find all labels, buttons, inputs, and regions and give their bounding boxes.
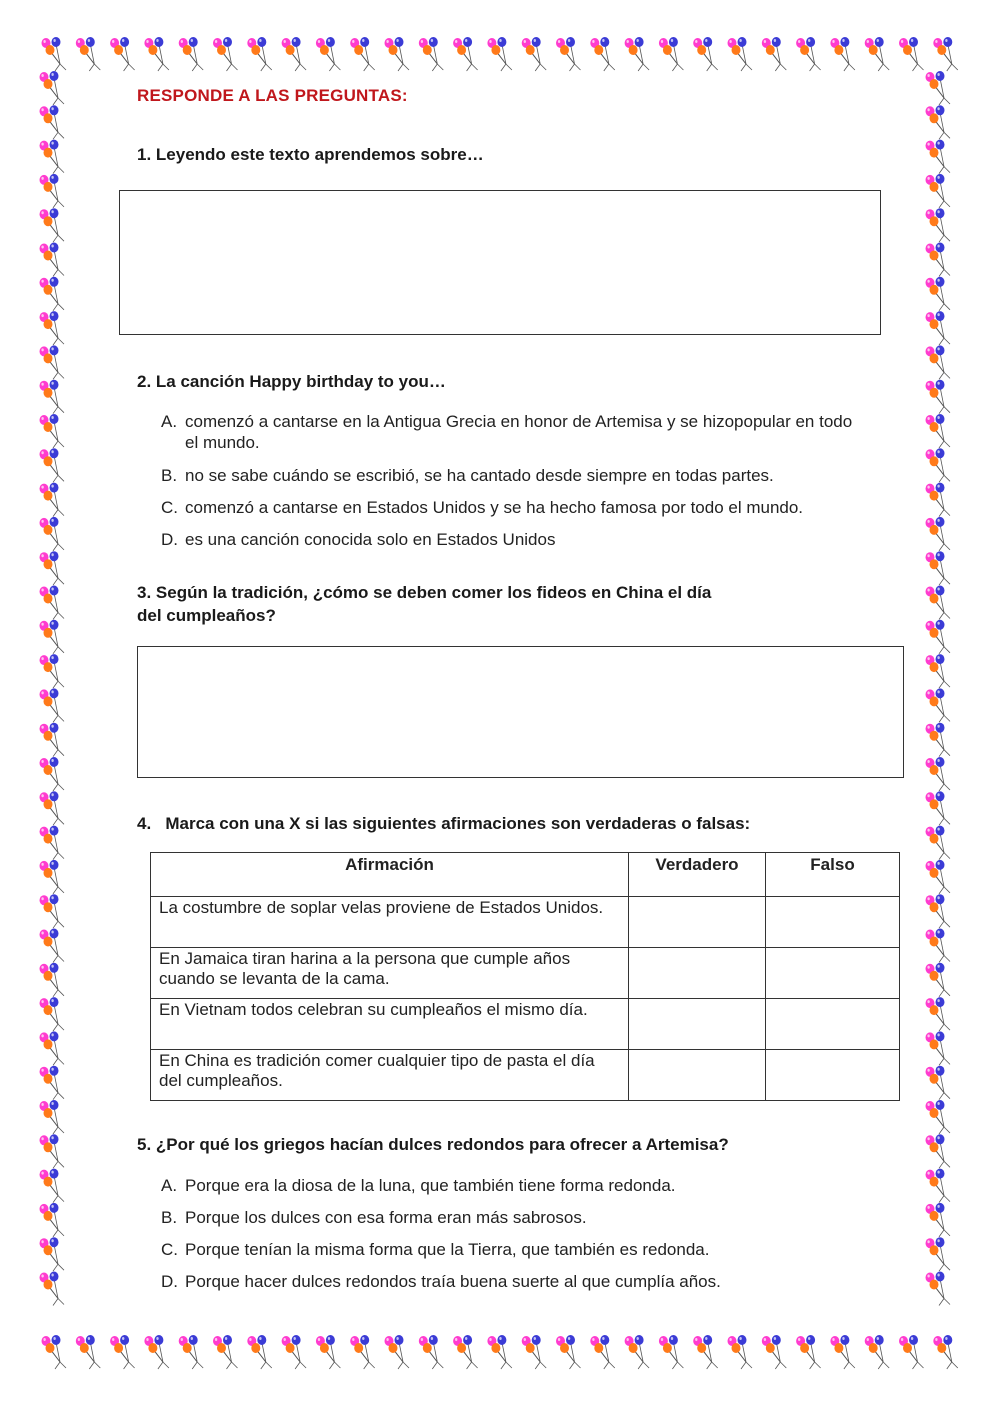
balloon-icon xyxy=(40,380,65,414)
balloon-icon xyxy=(213,37,238,71)
balloon-icon xyxy=(247,37,271,71)
balloon-icon xyxy=(830,37,855,71)
balloon-icon xyxy=(556,37,581,71)
balloon-icon xyxy=(796,1335,821,1369)
balloon-icon xyxy=(40,1100,65,1134)
balloon-icon xyxy=(659,1335,684,1369)
balloon-icon xyxy=(40,517,65,551)
balloon-icon xyxy=(40,688,65,722)
question-4: 4. Marca con una X si las siguientes afirmaciones son verdaderas o falsas: xyxy=(137,814,751,833)
balloon-icon xyxy=(453,37,478,71)
balloon-icon xyxy=(926,826,951,860)
balloon-icon xyxy=(40,620,65,654)
balloon-icon xyxy=(926,414,951,448)
balloon-icon xyxy=(179,1335,204,1369)
option-letter: C. xyxy=(161,1240,178,1259)
balloon-icon xyxy=(40,71,65,105)
balloon-icon xyxy=(40,1066,65,1100)
statement-cell: En Vietnam todos celebran su cumpleaños el mismo día. xyxy=(151,999,629,1050)
balloon-icon xyxy=(453,1335,478,1369)
balloon-icon xyxy=(40,208,65,242)
balloon-icon xyxy=(926,688,951,722)
balloon-icon xyxy=(926,791,951,825)
question-2: 2. La canción Happy birthday to you… xyxy=(137,372,446,391)
balloon-icon xyxy=(40,1134,65,1168)
balloon-icon xyxy=(625,1335,650,1369)
balloon-icon xyxy=(933,1335,958,1369)
option-5b[interactable] xyxy=(161,1207,881,1228)
question-3 xyxy=(137,581,711,627)
balloon-icon xyxy=(179,37,204,71)
balloon-icon xyxy=(282,37,307,71)
balloon-icon xyxy=(556,1335,581,1369)
table-row xyxy=(151,999,900,1050)
answer-box-3[interactable] xyxy=(137,646,904,778)
balloon-icon xyxy=(926,277,951,311)
balloon-icon xyxy=(110,1335,135,1369)
question-5: 5. ¿Por qué los griegos hacían dulces redondos para ofrecer a Artemisa? xyxy=(137,1135,729,1154)
balloon-icon xyxy=(926,140,951,174)
balloon-icon xyxy=(926,860,951,894)
question-1: 1. Leyendo este texto aprendemos sobre… xyxy=(137,145,484,164)
balloon-icon xyxy=(926,551,951,585)
balloon-icon xyxy=(487,37,512,71)
question-5-options xyxy=(161,1175,881,1292)
false-cell[interactable] xyxy=(766,999,900,1050)
balloon-icon xyxy=(926,963,951,997)
balloon-icon xyxy=(693,1335,718,1369)
balloon-icon xyxy=(40,894,65,928)
balloon-icon xyxy=(926,345,951,379)
balloon-icon xyxy=(40,1203,65,1237)
balloon-icon xyxy=(899,37,924,71)
balloon-icon xyxy=(926,894,951,928)
option-5a[interactable] xyxy=(161,1175,881,1196)
balloon-icon xyxy=(350,1335,375,1369)
worksheet-heading: RESPONDE A LAS PREGUNTAS: xyxy=(137,86,408,105)
balloon-icon xyxy=(40,929,65,963)
balloon-icon xyxy=(522,37,547,71)
balloon-icon xyxy=(40,448,65,482)
option-letter: D. xyxy=(161,1272,178,1291)
balloon-icon xyxy=(926,1169,951,1203)
balloon-icon xyxy=(590,37,615,71)
balloon-icon xyxy=(926,174,951,208)
balloon-icon xyxy=(590,1335,615,1369)
option-2b[interactable] xyxy=(161,465,881,486)
balloon-icon xyxy=(40,174,65,208)
balloon-icon xyxy=(926,1134,951,1168)
balloon-icon xyxy=(40,757,65,791)
balloon-icon xyxy=(40,345,65,379)
option-letter: B. xyxy=(161,466,178,485)
balloon-icon xyxy=(926,243,951,277)
option-2c[interactable] xyxy=(161,497,881,518)
balloon-icon xyxy=(926,654,951,688)
balloon-icon xyxy=(830,1335,855,1369)
balloon-icon xyxy=(728,37,753,71)
option-letter: A. xyxy=(161,1176,178,1195)
balloon-icon xyxy=(40,105,65,139)
balloon-icon xyxy=(213,1335,238,1369)
balloon-icon xyxy=(487,1335,512,1369)
option-text: es una canción conocida solo en Estados Unidos xyxy=(185,530,556,549)
balloon-icon xyxy=(926,208,951,242)
balloon-icon xyxy=(316,37,341,71)
question-3-line-1: 3. Según la tradición, ¿cómo se deben comer los fideos en China el día xyxy=(137,583,712,602)
option-letter: C. xyxy=(161,498,178,517)
balloon-icon xyxy=(762,1335,787,1369)
true-false-table xyxy=(150,852,900,1101)
balloon-icon xyxy=(899,1335,924,1369)
balloon-icon xyxy=(40,791,65,825)
option-text: comenzó a cantarse en la Antigua Grecia en honor de Artemisa y se hizopopular en todo el mundo. xyxy=(185,412,853,452)
balloon-icon xyxy=(926,380,951,414)
true-cell[interactable] xyxy=(629,948,766,999)
balloon-icon xyxy=(926,483,951,517)
header-statement: Afirmación xyxy=(151,853,629,897)
option-text: no se sabe cuándo se escribió, se ha cantado desde siempre en todas partes. xyxy=(185,466,774,485)
balloon-icon xyxy=(926,448,951,482)
balloon-icon xyxy=(926,723,951,757)
balloon-icon xyxy=(42,1335,67,1369)
balloon-icon xyxy=(76,37,101,71)
balloon-icon xyxy=(926,1272,951,1306)
balloon-icon xyxy=(40,483,65,517)
header-true: Verdadero xyxy=(629,853,766,897)
balloon-icon xyxy=(926,1237,951,1271)
balloon-icon xyxy=(40,586,65,620)
balloon-icon xyxy=(40,277,65,311)
true-cell[interactable] xyxy=(629,999,766,1050)
statement-cell: En Jamaica tiran harina a la persona que cumple años cuando se levanta de la cama. xyxy=(151,948,629,999)
balloon-icon xyxy=(40,311,65,345)
true-cell[interactable] xyxy=(629,897,766,948)
option-5d[interactable] xyxy=(161,1271,881,1292)
balloon-icon xyxy=(926,586,951,620)
balloon-icon xyxy=(40,826,65,860)
answer-box-1[interactable] xyxy=(119,190,881,335)
option-text: Porque era la diosa de la luna, que también tiene forma redonda. xyxy=(185,1176,676,1195)
option-2a[interactable] xyxy=(161,411,881,453)
balloon-icon xyxy=(926,620,951,654)
question-2-options xyxy=(161,411,881,550)
balloon-icon xyxy=(926,1100,951,1134)
balloon-icon xyxy=(350,37,375,71)
balloon-icon xyxy=(926,1203,951,1237)
balloon-icon xyxy=(110,37,135,71)
balloon-icon xyxy=(926,517,951,551)
table-header-row xyxy=(151,853,900,897)
balloon-icon xyxy=(40,1031,65,1065)
option-text: comenzó a cantarse en Estados Unidos y se ha hecho famosa por todo el mundo. xyxy=(185,498,804,517)
balloon-icon xyxy=(933,37,958,71)
balloon-icon xyxy=(247,1335,271,1369)
balloon-icon xyxy=(144,1335,169,1369)
question-3-line-2: del cumpleaños? xyxy=(137,606,276,625)
table-row xyxy=(151,1050,900,1101)
balloon-icon xyxy=(625,37,650,71)
balloon-icon xyxy=(926,997,951,1031)
balloon-icon xyxy=(40,243,65,277)
false-cell[interactable] xyxy=(766,897,900,948)
balloon-icon xyxy=(865,1335,890,1369)
balloon-icon xyxy=(282,1335,307,1369)
option-2d[interactable] xyxy=(161,529,881,550)
balloon-icon xyxy=(926,311,951,345)
balloon-icon xyxy=(796,37,821,71)
option-text: Porque hacer dulces redondos traía buena suerte al que cumplía años. xyxy=(185,1272,721,1291)
balloon-icon xyxy=(40,723,65,757)
false-cell[interactable] xyxy=(766,948,900,999)
option-5c[interactable] xyxy=(161,1239,881,1260)
statement-cell: La costumbre de soplar velas proviene de Estados Unidos. xyxy=(151,897,629,948)
statement-cell: En China es tradición comer cualquier tipo de pasta el día del cumpleaños. xyxy=(151,1050,629,1101)
balloon-icon xyxy=(40,1237,65,1271)
balloon-icon xyxy=(385,37,410,71)
option-letter: A. xyxy=(161,412,178,431)
balloon-icon xyxy=(40,1272,65,1306)
false-cell[interactable] xyxy=(766,1050,900,1101)
table-row xyxy=(151,897,900,948)
option-letter: B. xyxy=(161,1208,178,1227)
option-letter: D. xyxy=(161,530,178,549)
balloon-icon xyxy=(40,860,65,894)
balloon-icon xyxy=(728,1335,753,1369)
balloon-icon xyxy=(926,1031,951,1065)
header-false: Falso xyxy=(766,853,900,897)
balloon-icon xyxy=(42,37,67,71)
table-row xyxy=(151,948,900,999)
option-text: Porque tenían la misma forma que la Tierra, que también es redonda. xyxy=(185,1240,710,1259)
option-text: Porque los dulces con esa forma eran más sabrosos. xyxy=(185,1208,587,1227)
balloon-icon xyxy=(40,963,65,997)
balloon-icon xyxy=(419,37,444,71)
balloon-icon xyxy=(40,414,65,448)
balloon-icon xyxy=(659,37,684,71)
balloon-icon xyxy=(385,1335,410,1369)
balloon-icon xyxy=(316,1335,341,1369)
balloon-icon xyxy=(40,551,65,585)
balloon-icon xyxy=(40,140,65,174)
balloon-icon xyxy=(522,1335,547,1369)
balloon-icon xyxy=(40,654,65,688)
balloon-icon xyxy=(926,929,951,963)
balloon-icon xyxy=(419,1335,444,1369)
balloon-icon xyxy=(865,37,890,71)
balloon-icon xyxy=(693,37,718,71)
balloon-icon xyxy=(40,1169,65,1203)
balloon-icon xyxy=(762,37,787,71)
balloon-icon xyxy=(926,1066,951,1100)
true-cell[interactable] xyxy=(629,1050,766,1101)
balloon-icon xyxy=(926,105,951,139)
balloon-icon xyxy=(76,1335,101,1369)
balloon-icon xyxy=(40,997,65,1031)
balloon-icon xyxy=(926,757,951,791)
balloon-icon xyxy=(144,37,169,71)
balloon-icon xyxy=(926,71,951,105)
